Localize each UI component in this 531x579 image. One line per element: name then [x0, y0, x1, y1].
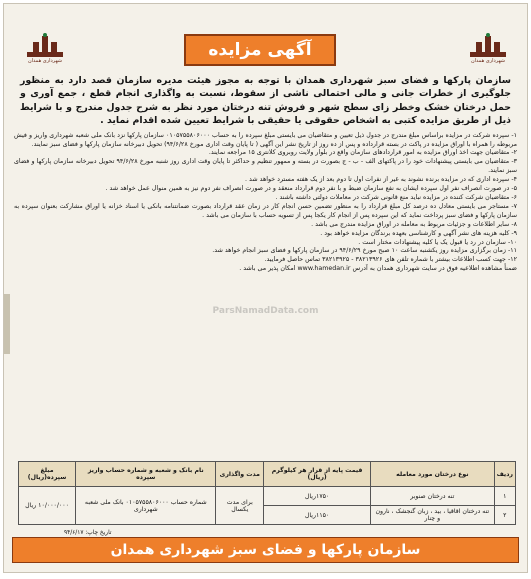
- row-number: ۲: [494, 506, 515, 525]
- column-header: قیمت پایه از قرار هر کیلوگرم (ریال): [264, 462, 371, 487]
- condition-item: ۱- سپرده شرکت در مزایده براساس مبلغ مندرج در جدول ذیل تعیین و متقاضیان می بایستی مبلغ سپرده را به حساب ۰۱۰۵۷۵۵۸۰۶۰۰۰ سازمان پارکها نزد بانک ملی شعبه شهرداری واریز و فیش مربوطه را همراه با اوراق مزایده در پاکت در بسته قرارداده و پس از ده روز از تاریخ نشر این آگهی ( تا پایان وقت اداری مورخ ۹۴/۶/۲۸) تحویل دبیرخانه سازمان پارکها و فضای سبز نمایند.: [14, 131, 517, 148]
- column-header: نام بانک و شعبه و شماره حساب واریز سپرده: [76, 462, 216, 487]
- condition-item: ۶- متقاضیان شرکت کننده در مزایده نباید منع قانونی شرکت در معاملات دولتی داشته باشند .: [275, 193, 517, 201]
- condition-item: ۴- سپرده اداری که در مزایده برنده نشوند به غیر از نفرات اول تا دوم بعد از یک هفته مسترد خواهد شد .: [245, 176, 517, 184]
- base-price-cell: ۱۱۵۰ریال: [264, 506, 371, 525]
- logo-caption: شهرداری همدان: [28, 58, 62, 64]
- table-row: [19, 487, 516, 506]
- municipality-logo-right: [459, 32, 517, 70]
- notice-title: آگهی مزایده: [208, 40, 312, 60]
- base-price-cell: ۱۷۵۰ریال: [264, 487, 371, 506]
- print-date: تاریخ چاپ: ۹۴/۶/۱۷: [64, 530, 112, 536]
- footer-banner: [12, 537, 519, 563]
- column-header: مبلغ سپرده(ریال): [19, 462, 76, 487]
- page-edge-tab: [4, 294, 10, 354]
- condition-item: ۱۲- جهت کسب اطلاعات بیشتر با شماره تلفن های ۳۸۲۱۳۹۲۶ - ۳۸۲۱۳۹۲۵ تماس حاصل فرمایید.: [264, 256, 517, 264]
- condition-item: ۵- در صورت انصراف نفر اول سپرده ایشان به نفع سازمان ضبط و با نفر دوم قرارداد منعقد و در صورت انصراف نفر دوم نیز به همین منوال عمل خواهد شد .: [105, 185, 517, 193]
- tree-type-cell: تنه درختان اقاقیا ، بید ، زبان گنجشک ، نارون و چنار: [371, 506, 494, 525]
- intro-paragraph: سازمان پارکها و فضای سبز شهرداری همدان با توجه به مجوز هیئت مدیره سازمان قصد دارد به منظور جلوگیری از خطرات جانی و مالی احتمالی ناشی از سقوط، نسبت به واگذاری انجام قطع ، جمع آوری و حمل درختان خشک وخطر زای سطح شهر و فروش تنه درختان مورد نظر به شرح جدول مندرج و با شرایط ذیل از طریق مزایده کتبی به اشخاص حقوقی یا حقیقی با شرایط تعیین شده اقدام نماید .: [20, 75, 511, 127]
- deposit-cell: ۱۰/۰۰۰/۰۰۰ ریال: [19, 487, 76, 525]
- tender-table: [18, 461, 516, 525]
- table-header-row: [19, 462, 516, 487]
- condition-item: ۱۰- سازمان در رد یا قبول یک یا کلیه پیشنهادات مختار است .: [358, 238, 517, 246]
- tree-type-cell: تنه درختان صنوبر: [371, 487, 494, 506]
- tower-icon: [468, 32, 508, 58]
- column-header: نوع درختان مورد معامله: [371, 462, 494, 487]
- municipality-logo-left: [16, 32, 74, 70]
- tender-notice: [3, 3, 528, 573]
- condition-item: ۱۱- زمان برگزاری مزایده روز یکشنبه ساعت ۱۰ صبح مورخ ۹۴/۶/۲۹ در سازمان پارکها و فضای سبز انجام خواهد شد.: [212, 247, 517, 255]
- logo-caption: شهرداری همدان: [471, 58, 505, 64]
- website-note: ضمناً مشاهده اطلاعیه فوق در سایت شهرداری همدان به آدرس www.hamedan.ir امکان پذیر می باشد .: [239, 265, 517, 273]
- footer-title: سازمان پارکها و فضای سبز شهرداری همدان: [110, 542, 421, 558]
- condition-item: ۳- متقاضیان می بایستی پیشنهادات خود را در پاکتهای الف - ب - ج بصورت در بسته و ممهور تنظیم و حداکثر تا پایان وقت اداری روز شنبه مورخ ۹۴/۶/۲۸ تحویل دبیرخانه سازمان پارکها و فضای سبز نمایند.: [14, 158, 517, 175]
- notice-title-box: [184, 34, 336, 66]
- condition-item: ۷- مستاجر می بایستی معادل ده درصد کل مبلغ قرارداد را به منظور تضمین حسن انجام کار در زمان عقد قرارداد بصورت ضمانتنامه بانکی یا اسناد خزانه یا اوراق مشارکت بعنوان سپرده به سازمان پارکها و فضای سبز پرداخت نماید که این سپرده پس از انجام کار یکجا پس از تسویه حساب با سازمان می باشد .: [14, 202, 517, 219]
- row-number: ۱: [494, 487, 515, 506]
- duration-cell: برای مدت یکسال: [216, 487, 264, 525]
- conditions-list: [14, 132, 517, 275]
- tower-icon: [25, 32, 65, 58]
- column-header: مدت واگذاری: [216, 462, 264, 487]
- header: [4, 4, 527, 74]
- watermark: ParsNamadData.com: [212, 306, 319, 316]
- condition-item: ۲- متقاضیان جهت اخذ اوراق مزایده به امور قراردادهای سازمان واقع در بلوار ولایت روبروی کلانتری ۱۵ مراجعه نمایند.: [208, 149, 517, 157]
- column-header: ردیف: [494, 462, 515, 487]
- condition-item: ۹- کلیه هزینه های نشر آگهی و کارشناسی بعهده برندگان مزایده خواهد بود .: [320, 229, 517, 237]
- condition-item: ۸- سایر اطلاعات و جزئیات مربوط به معامله در اوراق مزایده مندرج می باشد .: [311, 220, 517, 228]
- bank-account-cell: شماره حساب ۰۱۰۵۷۵۵۸۰۶۰۰۰ بانک ملی شعبه شهرداری: [76, 487, 216, 525]
